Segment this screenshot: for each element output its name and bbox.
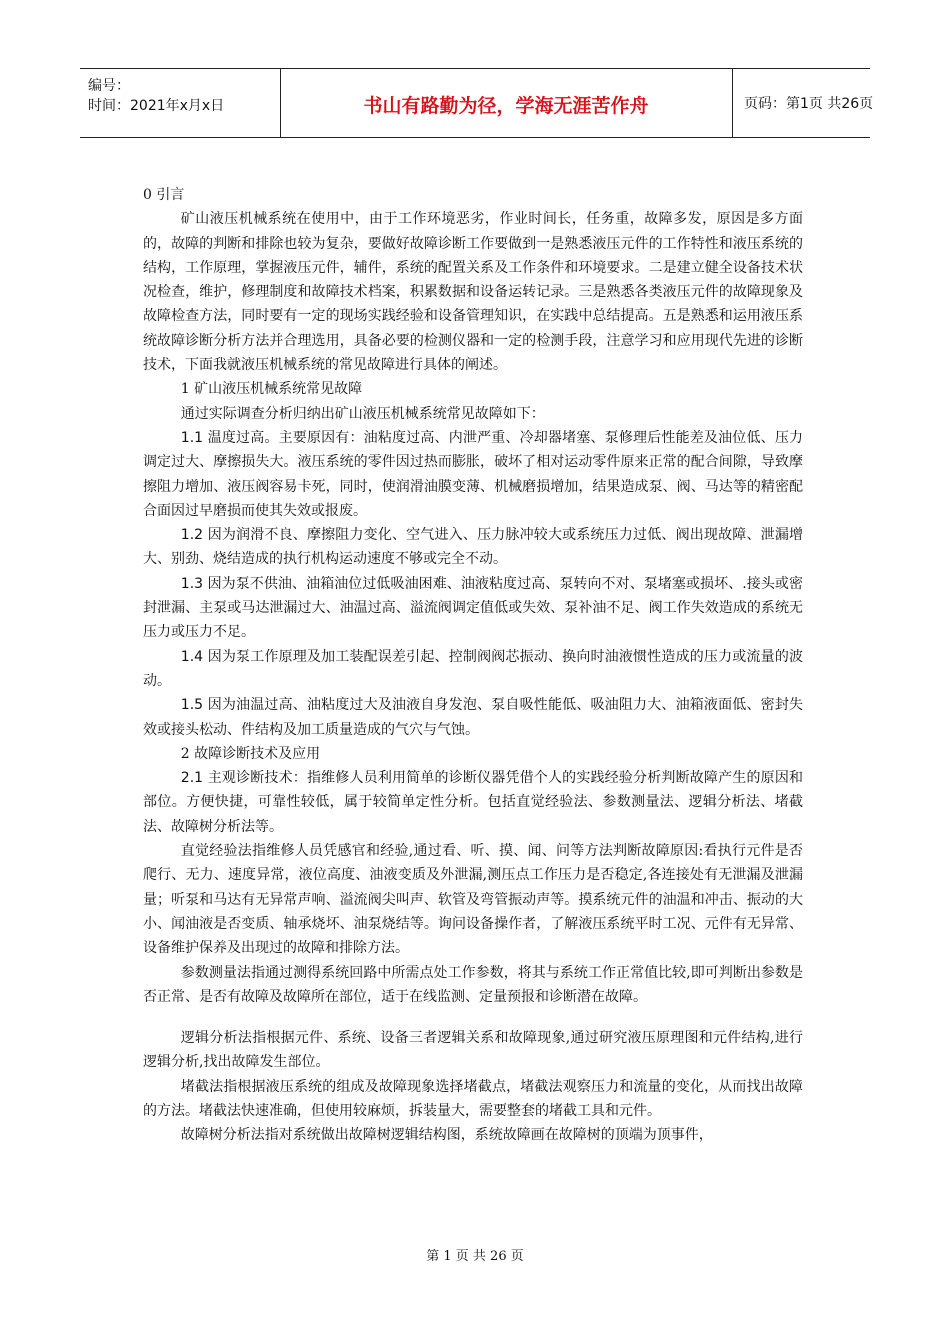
subsection-text: 因为润滑不良、摩擦阻力变化、空气进入、压力脉冲较大或系统压力过低、阀出现故障、泄漏增大、别劲、烧结造成的执行机构运动速度不够或完全不动。 (143, 527, 803, 568)
paragraph-intuitive-method: 直觉经验法指维修人员凭感官和经验,通过看、听、摸、闻、问等方法判断故障原因:看执行元件是否爬行、无力、速度异常，液位高度、油液变质及外泄漏,测压点工作压力是否稳定,各连接处有无泄漏及泄漏量；听泵和马达有无异常声响、溢流阀尖叫声、软管及弯管振动声等。摸系统元件的油温和冲击、振动的大小、闻油液是否变质、轴承烧坏、油泵烧结等。询问设备操作者，了解液压系统平时工况、元件有无异常、设备维护保养及出现过的故障和排除方法。 (143, 843, 803, 957)
subsection-text: 主观诊断技术：指维修人员利用简单的诊断仪器凭借个人的实践经验分析判断故障产生的原因和部位。方便快捷，可靠性较低，属于较简单定性分析。包括直觉经验法、参数测量法、逻辑分析法、堵截法、故障树分析法等。 (143, 770, 803, 835)
subsection-2-1 (143, 766, 803, 839)
subsection-1-3 (143, 572, 803, 645)
document-time-label: 时间：2021年x月x日 (88, 98, 225, 114)
subsection-number: 2.1 (180, 770, 204, 787)
subsection-text: 因为油温过高、油粘度过大及油液自身发泡、泵自吸性能低、吸油阻力大、油箱液面低、密封失效或接头松动、件结构及加工质量造成的气穴与气蚀。 (143, 697, 803, 738)
paragraph-blocking-method: 堵截法指根据液压系统的组成及故障现象选择堵截点，堵截法观察压力和流量的变化，从而找出故障的方法。堵截法快速准确，但使用较麻烦，拆装量大，需要整套的堵截工具和元件。 (143, 1078, 803, 1119)
header-motto-cell (280, 69, 733, 137)
page-header (80, 68, 874, 138)
section-heading-intro: 0 引言 (143, 187, 185, 203)
subsection-text: 温度过高。主要原因有：油粘度过高、内泄严重、冷却器堵塞、泵修理后性能差及油位低、压力调定过大、摩擦损失大。液压系统的零件因过热而膨胀，破坏了相对运动零件原来正常的配合间隙，导致摩擦阻力增加、液压阀容易卡死，同时，使润滑油膜变薄、机械磨损增加，结果造成泵、阀、马达等的精密配合面因过早磨损而使其失效或报废。 (143, 429, 803, 519)
document-body (143, 183, 803, 1148)
paragraph-logic-method: 逻辑分析法指根据元件、系统、设备三者逻辑关系和故障现象,通过研究液压原理图和元件结构,进行逻辑分析,找出故障发生部位。 (143, 1030, 803, 1071)
subsection-1-1 (143, 426, 803, 523)
subsection-number: 1.3 (180, 575, 204, 592)
paragraph-summary: 通过实际调查分析归纳出矿山液压机械系统常见故障如下： (180, 405, 545, 422)
header-info-cell (80, 69, 281, 137)
subsection-number: 1.2 (180, 527, 204, 544)
subsection-number: 1.5 (180, 697, 204, 714)
subsection-text: 因为泵不供油、油箱油位过低吸油困难、油液粘度过高、泵转向不对、泵堵塞或损坏、.接头或密封泄漏、主泵或马达泄漏过大、油温过高、溢流阀调定值低或失效、泵补油不足、阀工作失效造成的系统无压力或压力不足。 (143, 575, 803, 641)
header-motto: 书山有路勤为径，学海无涯苦作舟 (363, 95, 649, 117)
header-page-number: 页码：第1页 共26页 (744, 96, 874, 112)
subsection-text: 因为泵工作原理及加工装配误差引起、控制阀阀芯振动、换向时油液惯性造成的压力或流量的波动。 (143, 648, 803, 689)
document-number-label: 编号： (88, 78, 130, 94)
paragraph-intro: 矿山液压机械系统在使用中，由于工作环境恶劣，作业时间长，任务重，故障多发，原因是多方面的，故障的判断和排除也较为复杂，要做好故障诊断工作要做到一是熟悉液压元件的工作特性和液压系统的结构，工作原理，掌握液压元件，辅件，系统的配置关系及工作条件和环境要求。二是建立健全设备技术状况检查，维护，修理制度和故障技术档案，积累数据和设备运转记录。三是熟悉各类液压元件的故障现象及故障检查方法，同时要有一定的现场实践经验和设备管理知识，在实践中总结提高。五是熟悉和运用液压系统故障诊断分析方法并合理选用，具备必要的检测仪器和一定的检测手段，注意学习和应用现代先进的诊断技术，下面我就液压机械系统的常见故障进行具体的阐述。 (143, 211, 803, 374)
subsection-number: 1.4 (180, 648, 204, 665)
subsection-1-4 (143, 645, 803, 694)
page-footer: 第 1 页 共 26 页 (426, 1249, 524, 1264)
subsection-1-5 (143, 693, 803, 742)
subsection-number: 1.1 (180, 429, 204, 446)
paragraph-parameter-method: 参数测量法指通过测得系统回路中所需点处工作参数，将其与系统工作正常值比较,即可判断出参数是否正常、是否有故障及故障所在部位，适于在线监测、定量预报和诊断潜在故障。 (143, 964, 803, 1005)
paragraph-fault-tree-method: 故障树分析法指对系统做出故障树逻辑结构图，系统故障画在故障树的顶端为顶事件， (180, 1127, 713, 1144)
subsection-1-2 (143, 523, 803, 572)
header-page-cell (732, 69, 874, 137)
section-heading-1: 1 矿山液压机械系统常见故障 (180, 381, 363, 398)
section-heading-2: 2 故障诊断技术及应用 (180, 745, 321, 762)
